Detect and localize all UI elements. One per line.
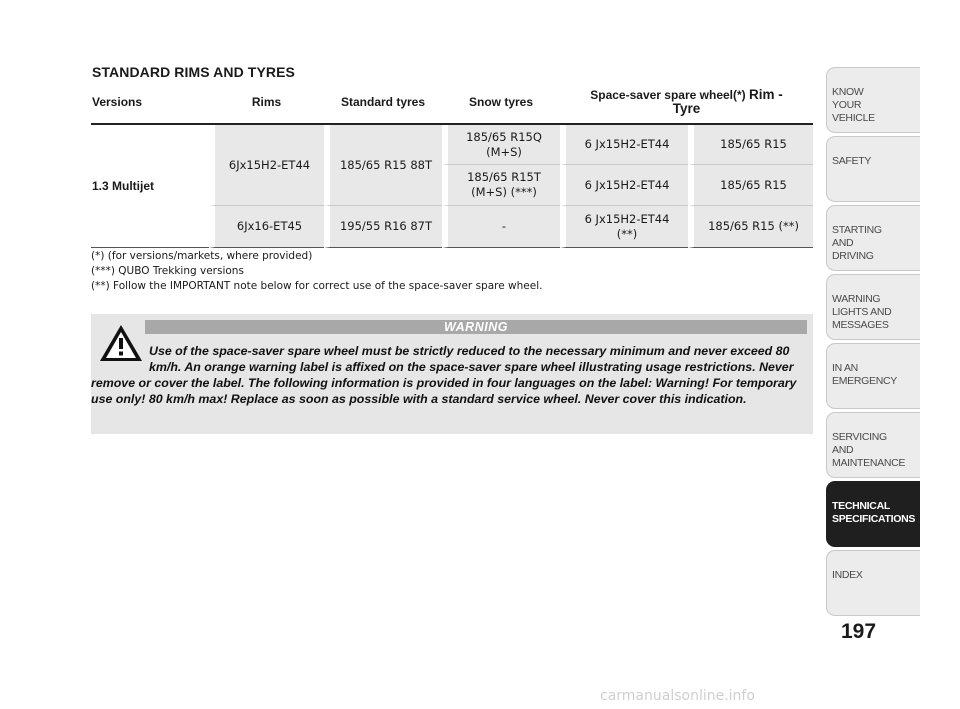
- warning-box: [91, 314, 813, 434]
- tab-warning-lights[interactable]: [826, 274, 920, 340]
- version-cell: 1.3 Multijet: [91, 125, 209, 248]
- spare-rim-cell: 6 Jx15H2-ET44: [560, 125, 688, 165]
- tab-label: SERVICING AND MAINTENANCE: [832, 431, 906, 469]
- warning-text: [91, 343, 803, 407]
- header-space-saver: [560, 81, 813, 125]
- snow-tyre-cell: -: [442, 206, 560, 248]
- warning-title: WARNING: [444, 320, 508, 334]
- watermark: carmanualsonline.info: [600, 688, 755, 704]
- tab-label: IN AN EMERGENCY: [832, 362, 897, 387]
- rims-tyres-table: [91, 81, 813, 248]
- rim-cell: 6Jx16-ET45: [209, 206, 324, 248]
- footnote: (**) Follow the IMPORTANT note below for correct use of the space-saver spare wheel.: [91, 280, 543, 292]
- header-snow-tyres: Snow tyres: [442, 81, 560, 125]
- tab-label: STARTING AND DRIVING: [832, 224, 882, 262]
- warning-icon-spacer: [91, 343, 149, 375]
- spare-rim-cell: [560, 206, 688, 248]
- spare-tyre-cell: 185/65 R15: [688, 125, 813, 165]
- spare-rim-cell: 6 Jx15H2-ET44: [560, 165, 688, 206]
- tab-know-your-vehicle[interactable]: [826, 67, 920, 133]
- spare-rim-note: (**): [616, 226, 638, 241]
- header-space-saver-tyre: Tyre: [672, 101, 701, 116]
- warning-body: Use of the space-saver spare wheel must be strictly reduced to the necessary minimum and never exceed 80 km/h. An orange warning label is affixed on the space-saver spare wheel illustrating usage restrictions. Never remove or cover the label. The following information is provided in four languages on the label: Warning! For temporary use only! 80 km/h max! Replace as soon as possible with a standard service wheel. Never cover this indication.: [91, 344, 797, 406]
- tab-label: INDEX: [832, 569, 863, 581]
- tab-label: WARNING LIGHTS AND MESSAGES: [832, 293, 892, 331]
- tab-starting-and-driving[interactable]: [826, 205, 920, 271]
- rim-cell: 6Jx15H2-ET44: [209, 125, 324, 206]
- section-title: STANDARD RIMS AND TYRES: [92, 64, 295, 80]
- chapter-sidebar: [826, 67, 920, 619]
- tab-label: SAFETY: [832, 155, 872, 167]
- snow-tyre-size: 185/65 R15T: [467, 170, 541, 184]
- snow-tyre-rating: (M+S): [486, 144, 522, 159]
- header-space-saver-rim: Rim -: [749, 87, 783, 102]
- tab-technical-specifications[interactable]: [826, 481, 920, 547]
- footnote: (***) QUBO Trekking versions: [91, 265, 244, 277]
- header-standard-tyres: Standard tyres: [324, 81, 442, 125]
- spare-tyre-cell: 185/65 R15 (**): [688, 206, 813, 248]
- standard-tyre-cell: 195/55 R16 87T: [324, 206, 442, 248]
- footnotes: [91, 249, 542, 294]
- snow-tyre-cell: [442, 165, 560, 206]
- spare-tyre-cell: 185/65 R15: [688, 165, 813, 206]
- header-versions: Versions: [91, 81, 209, 125]
- tab-in-an-emergency[interactable]: [826, 343, 920, 409]
- header-rims: Rims: [209, 81, 324, 125]
- snow-tyre-cell: [442, 125, 560, 165]
- table-header-row: [91, 81, 813, 125]
- tab-servicing[interactable]: [826, 412, 920, 478]
- page-number: 197: [841, 620, 877, 643]
- tab-label: TECHNICAL SPECIFICATIONS: [832, 500, 916, 525]
- table-row: [91, 125, 813, 165]
- header-space-saver-label: Space-saver spare wheel(*): [590, 88, 746, 102]
- snow-tyre-size: 185/65 R15Q: [466, 129, 542, 144]
- tab-safety[interactable]: [826, 136, 920, 202]
- spare-rim-size: 6 Jx15H2-ET44: [584, 211, 670, 226]
- standard-tyre-cell: 185/65 R15 88T: [324, 125, 442, 206]
- footnote: (*) (for versions/markets, where provided): [91, 250, 313, 262]
- snow-tyre-rating: (M+S) (***): [471, 185, 537, 199]
- tab-index[interactable]: [826, 550, 920, 616]
- tab-label: KNOW YOUR VEHICLE: [832, 86, 875, 124]
